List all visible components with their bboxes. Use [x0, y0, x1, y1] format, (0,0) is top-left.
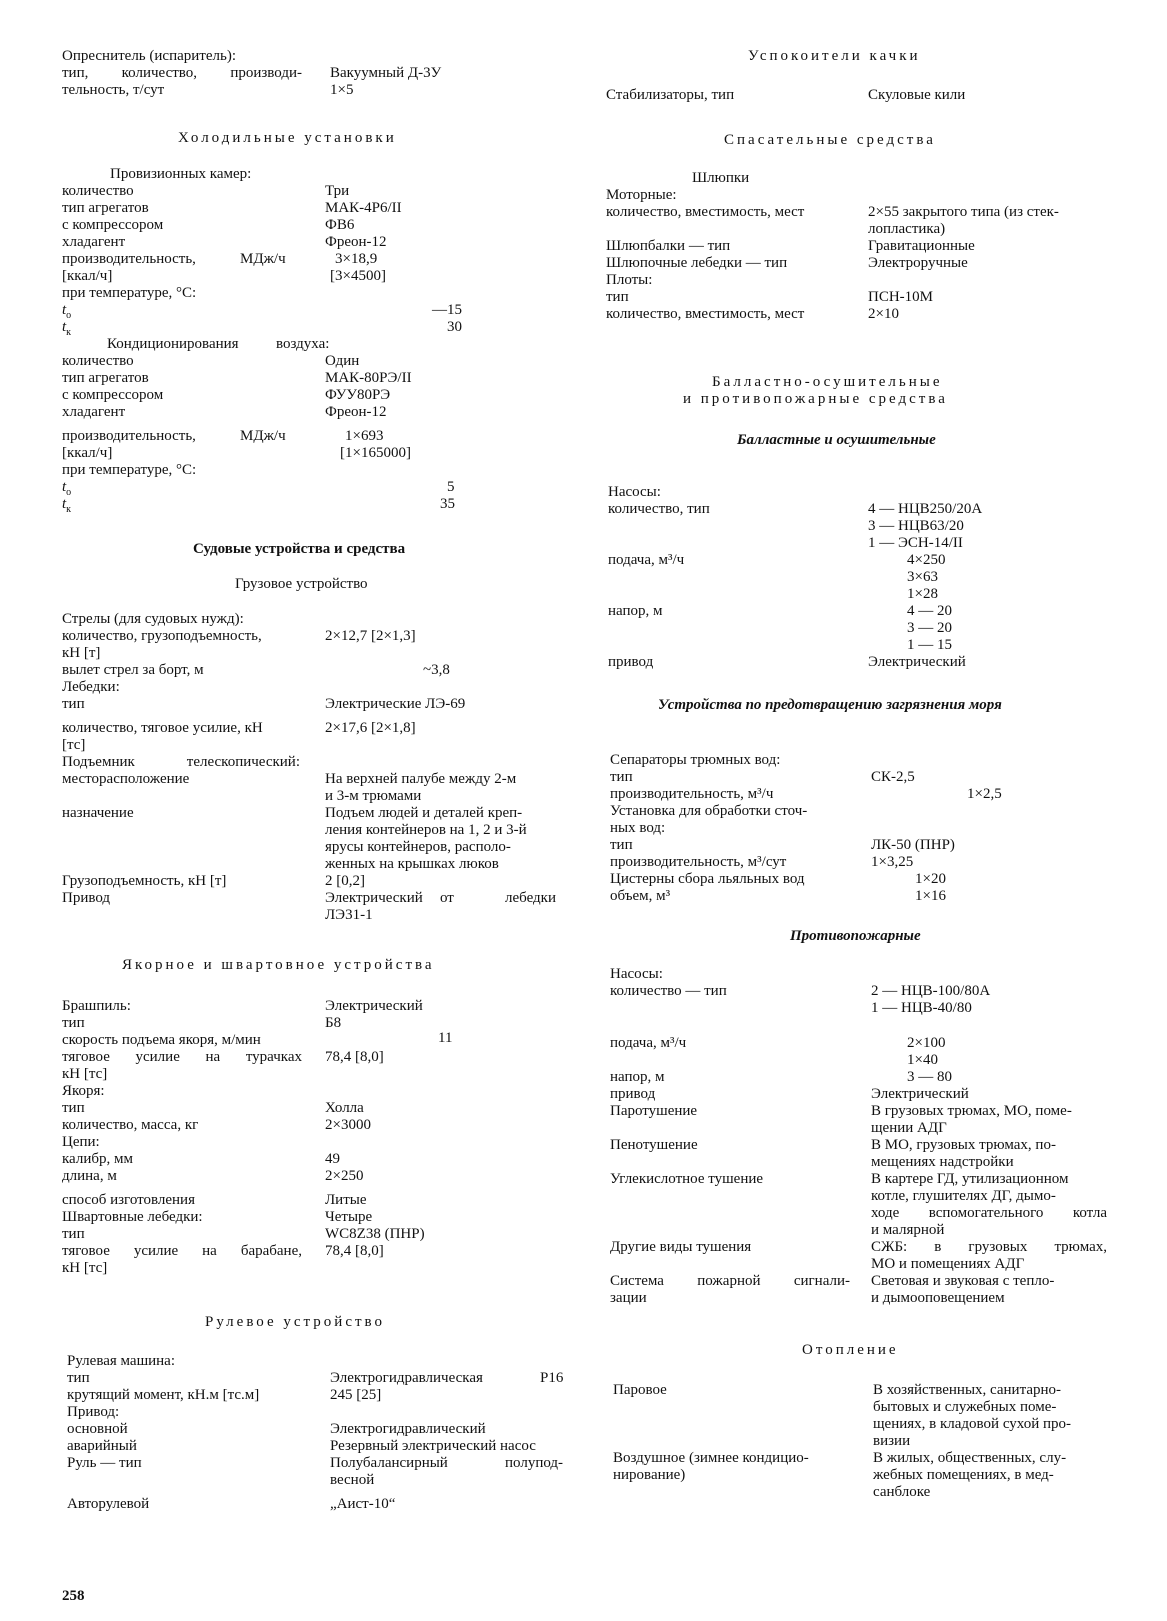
text-line: Фреон-12: [325, 404, 387, 420]
text-line: лопластика): [868, 221, 946, 237]
text-line: 2×12,7 [2×1,3]: [325, 628, 416, 644]
text-line: Цепи:: [62, 1134, 100, 1150]
text-line: подача, м³/ч: [608, 552, 685, 568]
text-line: мещениях надстройки: [871, 1154, 1014, 1170]
text-line: Привод: [62, 890, 111, 906]
subsection-heading: Противопожарные: [790, 928, 921, 944]
text-line: объем, м³: [610, 888, 671, 904]
text-line: В картере ГД, утилизационном: [871, 1171, 1069, 1187]
text-line: [1×165000]: [340, 445, 411, 461]
text-line: нирование): [613, 1467, 686, 1483]
text-line: напор, м: [610, 1069, 665, 1085]
text-line: 49: [325, 1151, 340, 1167]
text-line: тип: [610, 837, 633, 853]
text-line: WC8Z38 (ПНР): [325, 1226, 425, 1242]
text-line: 78,4 [8,0]: [325, 1049, 384, 1065]
text-line: [ккал/ч]: [62, 268, 113, 284]
text-line: и дымооповещением: [871, 1290, 1005, 1306]
text-line: тип: [62, 696, 85, 712]
text-line: длина, м: [62, 1168, 117, 1184]
text-line: 78,4 [8,0]: [325, 1243, 384, 1259]
text-line: тип агрегатов: [62, 200, 149, 216]
text-line: производительность,: [62, 251, 196, 267]
text-line: МДж/ч: [240, 428, 286, 444]
text-line: щении АДГ: [871, 1120, 947, 1136]
text-line: вылет стрел за борт, м: [62, 662, 204, 678]
text-line: МДж/ч: [240, 251, 286, 267]
text-line: Электрический: [325, 890, 423, 906]
text-line: и малярной: [871, 1222, 945, 1238]
text-line: тип: [610, 769, 633, 785]
text-line: основной: [67, 1421, 128, 1437]
text-line: 2 [0,2]: [325, 873, 365, 889]
text-line: с компрессором: [62, 217, 164, 233]
text-line: Электрический: [325, 998, 423, 1014]
text-line: зации: [610, 1290, 647, 1306]
text-line: 3×63: [907, 569, 938, 585]
text-line: количество, тип: [608, 501, 710, 517]
text-line: ФВ6: [325, 217, 355, 233]
text-line: $t_о$: [62, 479, 72, 498]
text-line: Шлюпбалки — тип: [606, 238, 731, 254]
text-line: СЖБ: в грузовых трюмах,: [871, 1239, 1107, 1255]
text-line: производительность,: [62, 428, 196, 444]
text-line: количество — тип: [610, 983, 727, 999]
text-line: Электроручные: [868, 255, 968, 271]
text-line: ФУУ80РЭ: [325, 387, 391, 403]
text-line: —15: [432, 302, 462, 318]
text-line: 1×28: [907, 586, 938, 602]
text-line: Якоря:: [62, 1083, 105, 1099]
text-line: Шлюпки: [692, 170, 750, 186]
text-line: напор, м: [608, 603, 663, 619]
text-line: хладагент: [62, 404, 126, 420]
text-line: ходе вспомогательного котла: [871, 1205, 1107, 1221]
text-line: 1 — НЦВ-40/80: [871, 1000, 972, 1016]
text-line: ~3,8: [423, 662, 450, 678]
text-line: Резервный электрический насос: [330, 1438, 536, 1454]
text-line: 1×5: [330, 82, 354, 98]
text-line: полупод-: [505, 1455, 564, 1471]
text-line: Провизионных камер:: [110, 166, 252, 182]
text-line: Фреон-12: [325, 234, 387, 250]
text-line: Руль — тип: [67, 1455, 142, 1471]
text-line: 3 — 20: [907, 620, 952, 636]
section-heading: Отопление: [802, 1342, 899, 1358]
text-line: Швартовные лебедки:: [62, 1209, 203, 1225]
text-line: Паротушение: [610, 1103, 698, 1119]
text-line: Три: [325, 183, 350, 199]
text-line: Холла: [325, 1100, 364, 1116]
text-line: В хозяйственных, санитарно-: [873, 1382, 1062, 1398]
text-line: В грузовых трюмах, МО, поме-: [871, 1103, 1072, 1119]
text-line: привод: [610, 1086, 656, 1102]
text-line: „Аист-10“: [330, 1496, 396, 1512]
text-line: 4×250: [907, 552, 946, 568]
text-line: количество, вместимость, мест: [606, 306, 805, 322]
text-line: тип: [62, 1015, 85, 1031]
text-line: Паровое: [613, 1382, 667, 1398]
text-line: МАК-4Р6/II: [325, 200, 402, 216]
text-line: Рулевая машина:: [67, 1353, 175, 1369]
text-line: производительность, м³/ч: [610, 786, 774, 802]
text-line: $t_о$: [62, 302, 72, 321]
section-heading: Якорное и швартовное устройства: [122, 957, 435, 973]
text-line: количество, вместимость, мест: [606, 204, 805, 220]
section-heading: Спасательные средства: [724, 132, 936, 148]
text-line: Скуловые кили: [868, 87, 966, 103]
section-heading: Успокоители качки: [748, 48, 921, 64]
text-line: ЛК-50 (ПНР): [871, 837, 955, 853]
text-line: 1 — ЭСН-14/II: [868, 535, 963, 551]
text-line: 2×250: [325, 1168, 364, 1184]
text-line: 2 — НЦВ-100/80А: [871, 983, 991, 999]
text-line: скорость подъема якоря, м/мин: [62, 1032, 261, 1048]
text-line: тип, количество, производи-: [62, 65, 302, 81]
text-line: от: [440, 890, 454, 906]
text-line: крутящий момент, кН.м [тс.м]: [67, 1387, 260, 1403]
text-line: Электрический: [871, 1086, 969, 1102]
text-line: Другие виды тушения: [610, 1239, 752, 1255]
text-line: с компрессором: [62, 387, 164, 403]
text-line: количество: [62, 353, 134, 369]
text-line: санблоке: [873, 1484, 931, 1500]
subsection-heading: Балластные и осушительные: [737, 432, 936, 448]
section-heading: Рулевое устройство: [205, 1314, 386, 1330]
text-line: Система пожарной сигнали-: [610, 1273, 850, 1289]
text-line: ярусы контейнеров, располо-: [325, 839, 511, 855]
text-line: 5: [447, 479, 455, 495]
text-line: тип: [67, 1370, 90, 1386]
text-line: ления контейнеров на 1, 2 и 3-й: [325, 822, 527, 838]
text-line: Насосы:: [610, 966, 663, 982]
text-line: тип: [62, 1226, 85, 1242]
text-line: назначение: [62, 805, 134, 821]
text-line: 1×20: [915, 871, 946, 887]
text-line: [ккал/ч]: [62, 445, 113, 461]
text-line: кН [тс]: [62, 1260, 108, 1276]
text-line: Гравитационные: [868, 238, 975, 254]
text-line: визии: [873, 1433, 911, 1449]
text-line: щениях, в кладовой сухой про-: [873, 1416, 1072, 1432]
text-line: СК-2,5: [871, 769, 915, 785]
text-line: Электрогидравлическая: [330, 1370, 483, 1386]
text-line: 3×18,9: [335, 251, 378, 267]
text-line: Брашпиль:: [62, 998, 131, 1014]
text-line: Грузоподъемность, кН [т]: [62, 873, 227, 889]
text-line: 2×100: [907, 1035, 946, 1051]
text-line: Пенотушение: [610, 1137, 698, 1153]
text-line: Воздушное (зимнее кондицио-: [613, 1450, 809, 1466]
text-line: Стрелы (для судовых нужд):: [62, 611, 244, 627]
text-line: привод: [608, 654, 654, 670]
text-line: Полубалансирный: [330, 1455, 448, 1471]
text-line: тип: [606, 289, 629, 305]
text-line: количество, грузоподъемность,: [62, 628, 262, 644]
text-line: воздуха:: [276, 336, 330, 352]
text-line: тельность, т/сут: [62, 82, 165, 98]
text-line: Лебедки:: [62, 679, 120, 695]
text-line: $t_к$: [62, 496, 72, 515]
text-line: 1×2,5: [967, 786, 1002, 802]
text-line: количество, тяговое усилие, кН: [62, 720, 263, 736]
section-heading: Балластно-осушительные: [712, 374, 943, 390]
text-line: 30: [447, 319, 462, 335]
text-line: Опреснитель (испаритель):: [62, 48, 236, 64]
text-line: Цистерны сбора льяльных вод: [610, 871, 805, 887]
text-line: [3×4500]: [330, 268, 386, 284]
text-line: при температуре, °С:: [62, 462, 197, 478]
section-heading: и противопожарные средства: [683, 391, 948, 407]
text-line: Подъемник телескопический:: [62, 754, 300, 770]
page-number: 258: [62, 1588, 85, 1604]
text-line: Шлюпочные лебедки — тип: [606, 255, 788, 271]
text-line: 4 — 20: [907, 603, 952, 619]
text-line: лебедки: [505, 890, 556, 906]
text-line: подача, м³/ч: [610, 1035, 687, 1051]
text-line: Р16: [540, 1370, 564, 1386]
text-line: 11: [438, 1030, 453, 1046]
text-line: производительность, м³/сут: [610, 854, 787, 870]
text-line: месторасположение: [62, 771, 190, 787]
text-line: 2×10: [868, 306, 899, 322]
text-line: 245 [25]: [330, 1387, 382, 1403]
text-line: тип агрегатов: [62, 370, 149, 386]
text-line: ных вод:: [610, 820, 666, 836]
text-line: Установка для обработки сточ-: [610, 803, 808, 819]
text-line: 2×17,6 [2×1,8]: [325, 720, 416, 736]
text-line: котле, глушителях ДГ, дымо-: [871, 1188, 1056, 1204]
text-line: На верхней палубе между 2-м: [325, 771, 517, 787]
text-line: Электрогидравлический: [330, 1421, 486, 1437]
text-line: 35: [440, 496, 455, 512]
text-line: Привод:: [67, 1404, 120, 1420]
text-line: при температуре, °С:: [62, 285, 197, 301]
text-line: Грузовое устройство: [235, 576, 368, 592]
text-line: Литые: [325, 1192, 367, 1208]
text-line: Моторные:: [606, 187, 677, 203]
text-line: аварийный: [67, 1438, 137, 1454]
text-line: хладагент: [62, 234, 126, 250]
text-line: ПСН-10М: [868, 289, 934, 305]
text-line: МАК-80РЭ/II: [325, 370, 412, 386]
text-line: способ изготовления: [62, 1192, 195, 1208]
text-line: Кондиционирования: [107, 336, 239, 352]
text-line: 1×40: [907, 1052, 938, 1068]
text-line: Плоты:: [606, 272, 653, 288]
text-line: количество: [62, 183, 134, 199]
text-line: Четыре: [325, 1209, 373, 1225]
text-line: В МО, грузовых трюмах, по-: [871, 1137, 1056, 1153]
text-line: Один: [325, 353, 360, 369]
text-line: $t_к$: [62, 319, 72, 338]
text-line: тяговое усилие на турачках: [62, 1049, 302, 1065]
text-line: 2×55 закрытого типа (из стек-: [868, 204, 1059, 220]
text-line: 1 — 15: [907, 637, 952, 653]
text-line: 4 — НЦВ250/20А: [868, 501, 983, 517]
section-heading: Холодильные установки: [178, 130, 397, 146]
text-line: Электрический: [868, 654, 966, 670]
text-line: 1×3,25: [871, 854, 914, 870]
text-line: Стабилизаторы, тип: [606, 87, 735, 103]
text-line: калибр, мм: [62, 1151, 133, 1167]
text-line: МО и помещениях АДГ: [871, 1256, 1025, 1272]
text-line: Б8: [325, 1015, 342, 1031]
text-line: кН [тс]: [62, 1066, 108, 1082]
text-line: В жилых, общественных, слу-: [873, 1450, 1067, 1466]
text-line: Авторулевой: [67, 1496, 150, 1512]
text-line: Насосы:: [608, 484, 661, 500]
text-line: и 3-м трюмами: [325, 788, 422, 804]
text-line: Подъем людей и деталей креп-: [325, 805, 523, 821]
text-line: тип: [62, 1100, 85, 1116]
text-line: Сепараторы трюмных вод:: [610, 752, 781, 768]
text-line: 2×3000: [325, 1117, 371, 1133]
text-line: весной: [330, 1472, 375, 1488]
text-line: бытовых и служебных поме-: [873, 1399, 1057, 1415]
text-line: Световая и звуковая с тепло-: [871, 1273, 1055, 1289]
text-line: 1×693: [345, 428, 384, 444]
text-line: 1×16: [915, 888, 946, 904]
text-line: Судовые устройства и средства: [193, 541, 406, 557]
text-line: женных на крышках люков: [325, 856, 499, 872]
text-line: 3 — НЦВ63/20: [868, 518, 964, 534]
text-line: количество, масса, кг: [62, 1117, 199, 1133]
text-line: жебных помещениях, в мед-: [873, 1467, 1054, 1483]
text-line: кН [т]: [62, 645, 101, 661]
text-line: Углекислотное тушение: [610, 1171, 764, 1187]
text-line: [тс]: [62, 737, 86, 753]
text-line: ЛЭ31-1: [325, 907, 373, 923]
text-line: тяговое усилие на барабане,: [62, 1243, 302, 1259]
text-line: Электрические ЛЭ-69: [325, 696, 466, 712]
text-line: Вакуумный Д-3У: [330, 65, 442, 81]
subsection-heading: Устройства по предотвращению загрязнения моря: [658, 697, 1002, 713]
text-line: 3 — 80: [907, 1069, 952, 1085]
